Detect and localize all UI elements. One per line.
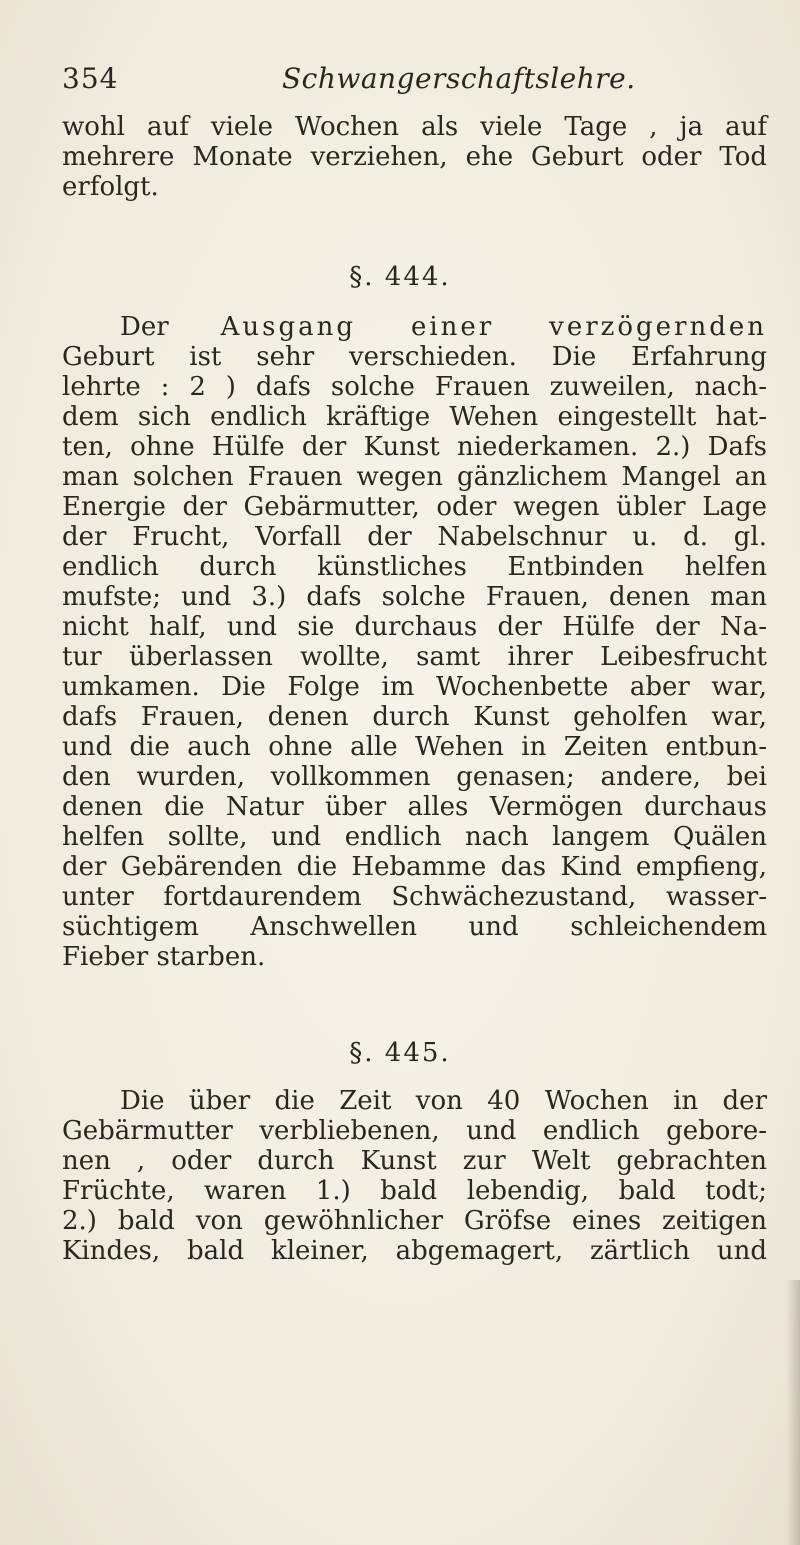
- text-line: 2.) bald von gewöhnlicher Gröfse eines zeitigen: [62, 1206, 767, 1236]
- text-line: man solchen Frauen wegen gänzlichem Mangel an: [62, 462, 767, 492]
- spaced-emphasis: Ausgang einer verzögernden: [220, 312, 768, 342]
- text-line: der Gebärenden die Hebamme das Kind empfieng,: [62, 852, 767, 882]
- text-line: Früchte, waren 1.) bald lebendig, bald todt;: [62, 1176, 767, 1206]
- text-line: erfolgt.: [62, 172, 159, 202]
- text-line: Energie der Gebärmutter, oder wegen übler Lage: [62, 492, 767, 522]
- text-line: helfen sollte, und endlich nach langem Quälen: [62, 822, 767, 852]
- text-line: ten, ohne Hülfe der Kunst niederkamen. 2.) Dafs: [62, 432, 767, 462]
- section-444-body: [62, 312, 767, 972]
- text-line: den wurden, vollkommen genasen; andere, bei: [62, 762, 767, 792]
- page-edge-shadow: [786, 1280, 800, 1545]
- text-line: endlich durch künstliches Entbinden helfen: [62, 552, 767, 582]
- text-line: lehrte : 2 ) dafs solche Frauen zuweilen, nach-: [62, 372, 767, 402]
- text-line: umkamen. Die Folge im Wochenbette aber war,: [62, 672, 767, 702]
- page-header: [62, 62, 762, 102]
- text-line: denen die Natur über alles Vermögen durchaus: [62, 792, 767, 822]
- text-line: nicht half, und sie durchaus der Hülfe der Na-: [62, 612, 767, 642]
- page-number: 354: [62, 62, 119, 95]
- text-line: wohl auf viele Wochen als viele Tage , ja auf: [62, 112, 767, 142]
- section-heading-445: §. 445.: [349, 1038, 451, 1068]
- first-word: Der: [120, 312, 169, 342]
- text-line-first: [62, 312, 767, 342]
- running-head: Schwangerschaftslehre.: [282, 62, 636, 95]
- text-line: mufste; und 3.) dafs solche Frauen, denen man: [62, 582, 767, 612]
- text-line: unter fortdaurendem Schwächezustand, wasser-: [62, 882, 767, 912]
- text-line: dem sich endlich kräftige Wehen eingestellt hat-: [62, 402, 767, 432]
- text-line: nen , oder durch Kunst zur Welt gebrachten: [62, 1146, 767, 1176]
- section-heading-444: §. 444.: [349, 262, 451, 292]
- text-line: dafs Frauen, denen durch Kunst geholfen war,: [62, 702, 767, 732]
- text-line: tur überlassen wollte, samt ihrer Leibesfrucht: [62, 642, 767, 672]
- section-445-body: [62, 1086, 767, 1266]
- text-line: süchtigem Anschwellen und schleichendem: [62, 912, 767, 942]
- text-line: der Frucht, Vorfall der Nabelschnur u. d. gl.: [62, 522, 767, 552]
- text-line-first: Die über die Zeit von 40 Wochen in der: [120, 1086, 767, 1116]
- text-line: mehrere Monate verziehen, ehe Geburt oder Tod: [62, 142, 767, 172]
- text-line: Fieber starben.: [62, 942, 266, 972]
- text-line: Kindes, bald kleiner, abgemagert, zärtlich und: [62, 1236, 767, 1266]
- text-line: Gebärmutter verbliebenen, und endlich gebore-: [62, 1116, 767, 1146]
- text-line: Geburt ist sehr verschieden. Die Erfahrung: [62, 342, 767, 372]
- text-line: und die auch ohne alle Wehen in Zeiten entbun-: [62, 732, 767, 762]
- paragraph-continuation: [62, 112, 767, 202]
